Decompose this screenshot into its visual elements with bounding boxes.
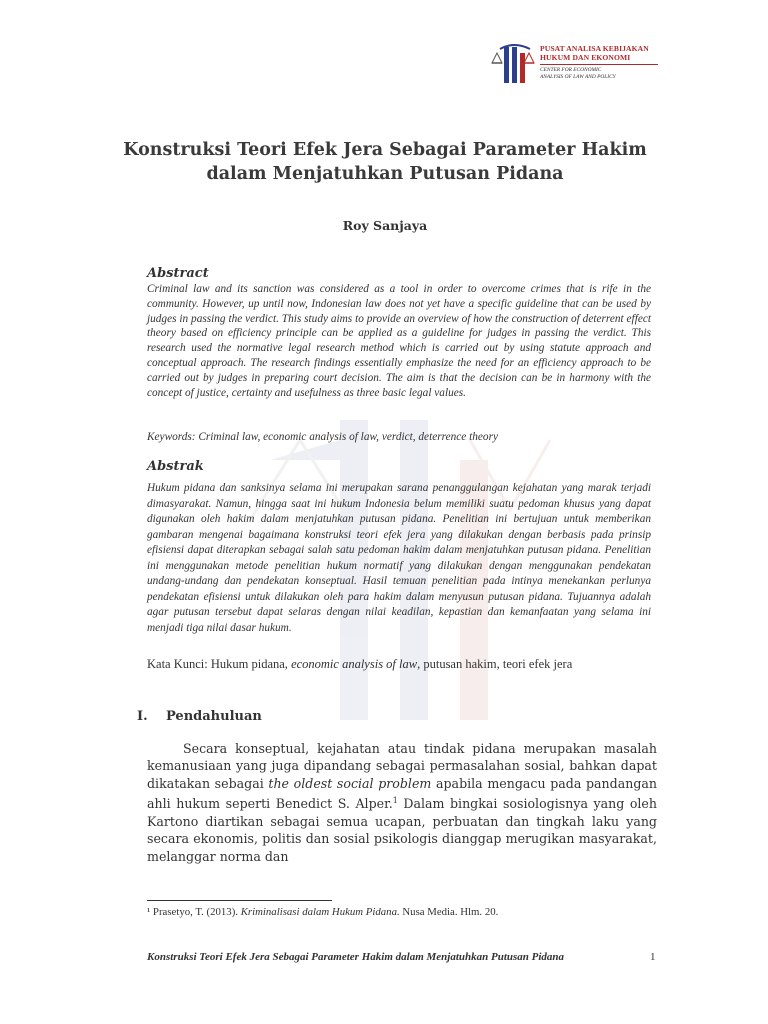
abstract-heading: Abstract [147, 266, 209, 281]
justice-scale-icon [490, 41, 536, 87]
body-paragraph: Secara konseptual, kejahatan atau tindak pidana merupakan masalah kemanusiaan yang juga dipandang sebagai permasalahan sosial, bahkan dapat dikatakan sebagai the oldest social problem apabila mengacu pada pandangan ahli hukum seperti Benedict S. Alper.$^1$ Dalam bingkai sosiologisnya yang oleh Kartono diartikan sebagai semua ucapan, perbuatan dan tingkah laku yang secara ekonomis, politis dan sosial psikologis dianggap merugikan masyarakat, melanggar norma dan [147, 741, 657, 864]
logo-subtitle: CENTER FOR ECONOMIC ANALYSIS OF LAW AND POLICY [540, 67, 616, 80]
abstract-text: Criminal law and its sanction was considered as a tool in order to overcome crimes that is rife in the community. However, up until now, Indonesian law does not yet have a specific guideline that can be used by judges in passing the verdict. This study aims to provide an overview of how the construction of deterrent effect theory based on efficiency principle can be applied as a guideline for judges in passing the verdict. This research used the normative legal research method which is carried out by using statute approach and conceptual approach. The research findings essentially emphasize the need for an efficiency approach to be carried out by judges in preparing court decision. The aim is that the decision can be in harmony with the concept of justice, certainty and usefulness as three basic legal values. [147, 283, 651, 399]
logo-title: PUSAT ANALISA KEBIJAKAN HUKUM DAN EKONOMI [540, 44, 649, 62]
page-number: 1 [650, 951, 656, 963]
footnote: ¹ Prasetyo, T. (2013). Kriminalisasi dalam Hukum Pidana. Nusa Media. Hlm. 20. [147, 906, 499, 918]
abstrak-heading: Abstrak [147, 459, 204, 474]
section-number: I. [137, 709, 148, 724]
footnote-marker[interactable]: 1 [392, 796, 398, 806]
abstract-keywords: Keywords: Criminal law, economic analysis of law, verdict, deterrence theory [147, 431, 498, 443]
running-footer: Konstruksi Teori Efek Jera Sebagai Parameter Hakim dalam Menjatuhkan Putusan Pidana [147, 951, 565, 963]
paper-title: Konstruksi Teori Efek Jera Sebagai Parameter Hakim dalam Menjatuhkan Putusan Pidana [123, 140, 647, 184]
author-name: Roy Sanjaya [342, 218, 428, 233]
section-title: Pendahuluan [166, 709, 262, 724]
institution-logo [490, 41, 660, 91]
kata-kunci: Kata Kunci: Hukum pidana, economic analysis of law, putusan hakim, teori efek jera [147, 657, 573, 671]
logo-divider [540, 64, 658, 65]
footnote-divider [147, 900, 332, 901]
abstrak-text: Hukum pidana dan sanksinya selama ini merupakan sarana penanggulangan kejahatan yang marak terjadi dimasyarakat. Namun, hingga saat ini hukum Indonesia belum memiliki suatu pedoman khusus yang dapat digunakan oleh hakim dalam menjatuhkan putusan pidana. Penelitian ini bertujuan untuk memberikan gambaran mengenai bagaimana konstruksi teori efek jera yang dilakukan dengan berbasis pada prinsip efisiensi dapat diterapkan sebagai salah satu pedoman hakim dalam menjatuhkan putusan pidana. Penelitian ini menggunakan metode penelitian hukum normatif yang dilakukan dengan menggunakan pendekatan undang-undang dan pendekatan konseptual. Hasil temuan penelitian pada intinya menekankan perlunya pendekatan efisiensi untuk dilakukan oleh para hakim dalam menyusun putusan pidana. Tujuannya adalah agar putusan tersebut dapat selaras dengan nilai keadilan, kepastian dan kemanfaatan yang selama ini menjadi tiga nilai dasar hukum. [147, 482, 651, 634]
